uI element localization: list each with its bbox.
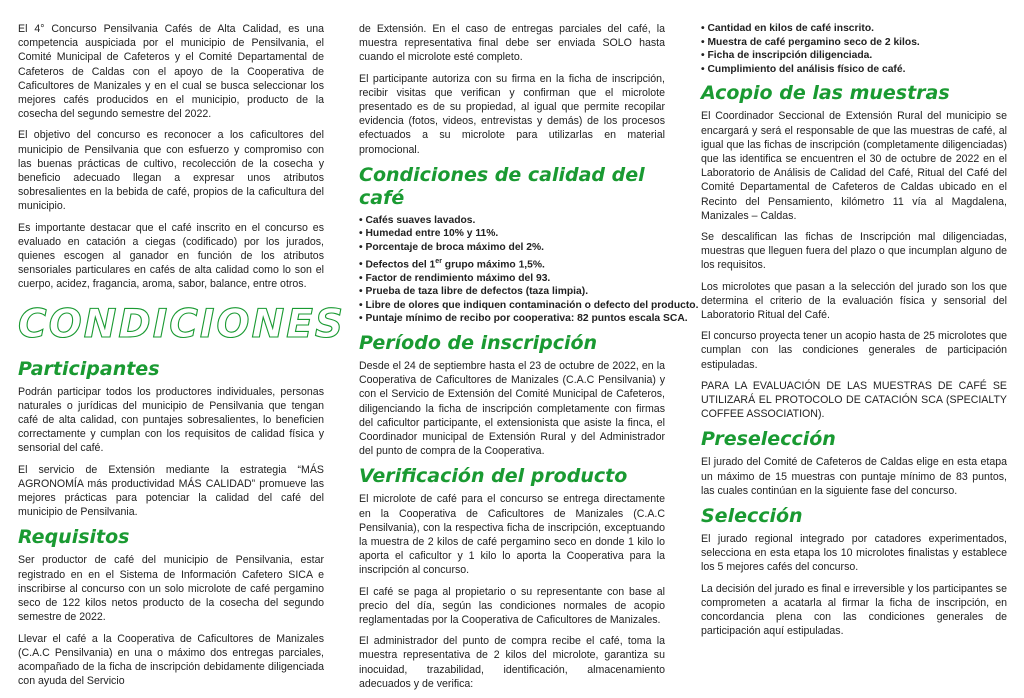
collection-paragraph-2: Se descalifican las fichas de Inscripción mal diligenciadas, muestras que lleguen fuera del plazo o que incumplan alguno de los requisitos. [701,231,1007,272]
column-right [701,22,1007,645]
sample-collection-heading: Acopio de las muestras [701,82,950,105]
verification-list [701,22,1007,76]
extension-paragraph: de Extensión. En el caso de entregas parciales del café, la muestra representativa final debe ser enviada SOLO hasta cuando el microlote esté completo. [359,23,665,64]
verification-paragraph-3: El administrador del punto de compra recibe el café, toma la muestra representativa de 2 kilos del microlote, garantiza su inocuidad, trazabilidad, identificación, almacenamiento adecuados y de verifica: [359,635,665,690]
requirements-paragraph-2: Llevar el café a la Cooperativa de Caficultores de Manizales (C.A.C Pensilvania) en una o máximo dos entregas parciales, acompañado de la ficha de inscripción debidamente diligenciada con ayuda del Servicio [18,632,324,688]
list-item: • Cumplimiento del análisis físico de café. [701,63,1007,77]
quality-conditions-list [359,214,699,326]
collection-paragraph-1: El Coordinador Seccional de Extensión Rural del municipio se encargará y será el responsable de que las muestras de café, al igual que las fichas de inscripción (completamente diligenciadas) que las identifica se encuentren el 30 de octubre de 2022 en el Laboratorio de Análisis de Calidad del Café, Ritual del Café del Comité Departamental de Cafeteros de Caldas ubicado en el Recinto del Pensamiento, kilómetro 11 vía al Magdalena, Manizales – Caldas. [701,110,1007,222]
conditions-title: CONDICIONES [18,301,345,347]
requirements-heading: Requisitos [18,526,130,549]
list-item: • Cafés suaves lavados. [359,214,665,228]
requirements-paragraph-1: Ser productor de café del municipio de Pensilvania, estar registrado en en el Sistema de Información Cafetero SICA e inscribirse al concurso con un solo microlote de café pergamino seco de 122 kilos netos producto de la cosecha del segundo semestre de 2022. [18,554,324,624]
list-item: • Libre de olores que indiquen contaminación o defecto del producto. [359,299,665,313]
participants-paragraph-1: Podrán participar todos los productores individuales, personas naturales o jurídicas del municipio de Pensilvania que tengan café de alta calidad, con puntajes sobresalientes, lo beneficien correctamente y cumplan con los requisitos de calidad física y sensorial del café. [18,385,324,455]
list-item: • Cantidad en kilos de café inscrito. [701,22,1007,36]
column-middle [359,22,699,698]
list-item: • Defectos del 1er grupo máximo 1,5%. [359,255,665,272]
participants-heading: Participantes [18,357,160,380]
collection-paragraph-3: Los microlotes que pasan a la selección del jurado son los que determina el criterio de la evaluación física y sensorial del Laboratorio Ritual del Café. [701,280,1007,322]
registration-period-paragraph: Desde el 24 de septiembre hasta el 23 de octubre de 2022, en la Cooperativa de Caficultores de Manizales (C.A.C Pensilvania) y con el Servicio de Extensión del Comité Municipal de Cafeteros, diligenciando la ficha de inscripción completamente con firmas del caficultor participante, el extensionista que asiste la finca, el Coordinador municipal de Extensión Rural y del Administrador del punto de compra de la Cooperativa. [359,360,665,458]
verification-paragraph-2: El café se paga al propietario o su representante con base al precio del día, según las condiciones normales de acopio reglamentadas por la Cooperativa de Caficultores de Manizales. [359,585,665,627]
intro-paragraph: El 4° Concurso Pensilvania Cafés de Alta Calidad, es una competencia auspiciada por el municipio de Pensilvania, el Comité Municipal de Cafeteros y el Comité Departamental de Cafeteros de Caldas con el apoyo de la Cooperativa de Caficultores de Manizales y en el cual se busca seleccionar los mejores cafés producidos en el municipio, producto de la cosecha del segundo semestre del 2022. [18,23,324,121]
preselection-paragraph: El jurado del Comité de Cafeteros de Caldas elige en esta etapa un máximo de 15 muestras con puntaje mínimo de 83 puntos, las cuales continúan en la siguiente fase del concurso. [701,456,1007,497]
selection-heading: Selección [701,505,803,528]
list-item: • Puntaje mínimo de recibo por cooperativa: 82 puntos escala SCA. [359,312,665,326]
selection-paragraph-1: El jurado regional integrado por catadores experimentados, selecciona en esta etapa los 10 microlotes finalistas y establece los 5 mejores cafés del concurso. [701,533,1007,574]
list-item: • Muestra de café pergamino seco de 2 kilos. [701,36,1007,50]
registration-period-heading: Período de inscripción [359,332,598,354]
list-item: • Ficha de inscripción diligenciada. [701,49,1007,63]
verification-paragraph-1: El microlote de café para el concurso se entrega directamente en la Cooperativa de Caficultores de Manizales (C.A.C Pensilvania), con la respectiva ficha de inscripción, exceptuando la muestra de 2 kilos de café pergamino seco en donde 1 kilo lo aporta el caficultor y 1 kilo lo aporta la Cooperativa para la inscripción al concurso. [359,493,665,577]
selection-paragraph-2: La decisión del jurado es final e irreversible y los participantes se comprometen a acatarla al firmar la ficha de inscripción, en concordancia plena con las condiciones generales de participación aquí estipuladas. [701,582,1007,638]
objective-paragraph: El objetivo del concurso es reconocer a los caficultores del municipio de Pensilvania que con esfuerzo y compromiso con las buenas prácticas de cultivo, recolección de la cosecha y beneficio adecuado llegan a expresar unos atributos sobresalientes en la bebida de café, propios de la caficultura del municipio. [18,129,324,213]
list-item: • Factor de rendimiento máximo del 93. [359,272,665,286]
list-item: • Porcentaje de broca máximo del 2%. [359,241,665,255]
blind-tasting-paragraph: Es importante destacar que el café inscrito en el concurso es evaluado en catación a ciegas (codificado) por los jurados, quienes escogen al ganador en función de los atributos sensoriales particulares en cafés de alta calidad como lo son el cuerpo, acidez, fragancia, aroma, sabor, balance, entre otros. [18,221,324,291]
participants-paragraph-2: El servicio de Extensión mediante la estrategia “MÁS AGRONOMÍA más productividad MÁS CALIDAD” promueve las mejores prácticas para potenciar la calidad del café del municipio de Pensilvania. [18,463,324,519]
column-left [18,22,345,695]
preselection-heading: Preselección [701,428,836,451]
product-verification-heading: Verificación del producto [359,465,628,488]
cupping-protocol-paragraph: PARA LA EVALUACIÓN DE LAS MUESTRAS DE CAFÉ SE UTILIZARÁ EL PROTOCOLO DE CATACIÓN SCA (SPECIALTY COFFEE ASSOCIATION). [701,379,1007,421]
authorization-paragraph: El participante autoriza con su firma en la ficha de inscripción, recibir visitas que verifican y confirman que el microlote presentado es de su propiedad, al igual que permite recopilar evidencia (fotos, videos, entrevistas y demás) de los procesos efectuados a su microlote para utilizarlas en material promocional. [359,72,665,156]
list-item: • Humedad entre 10% y 11%. [359,227,665,241]
quality-conditions-heading: Condiciones de calidad del café [359,163,645,209]
list-item: • Prueba de taza libre de defectos (taza limpia). [359,285,665,299]
collection-paragraph-4: El concurso proyecta tener un acopio hasta de 25 microlotes que cumplan con las condiciones generales de participación estipuladas. [701,330,1007,371]
